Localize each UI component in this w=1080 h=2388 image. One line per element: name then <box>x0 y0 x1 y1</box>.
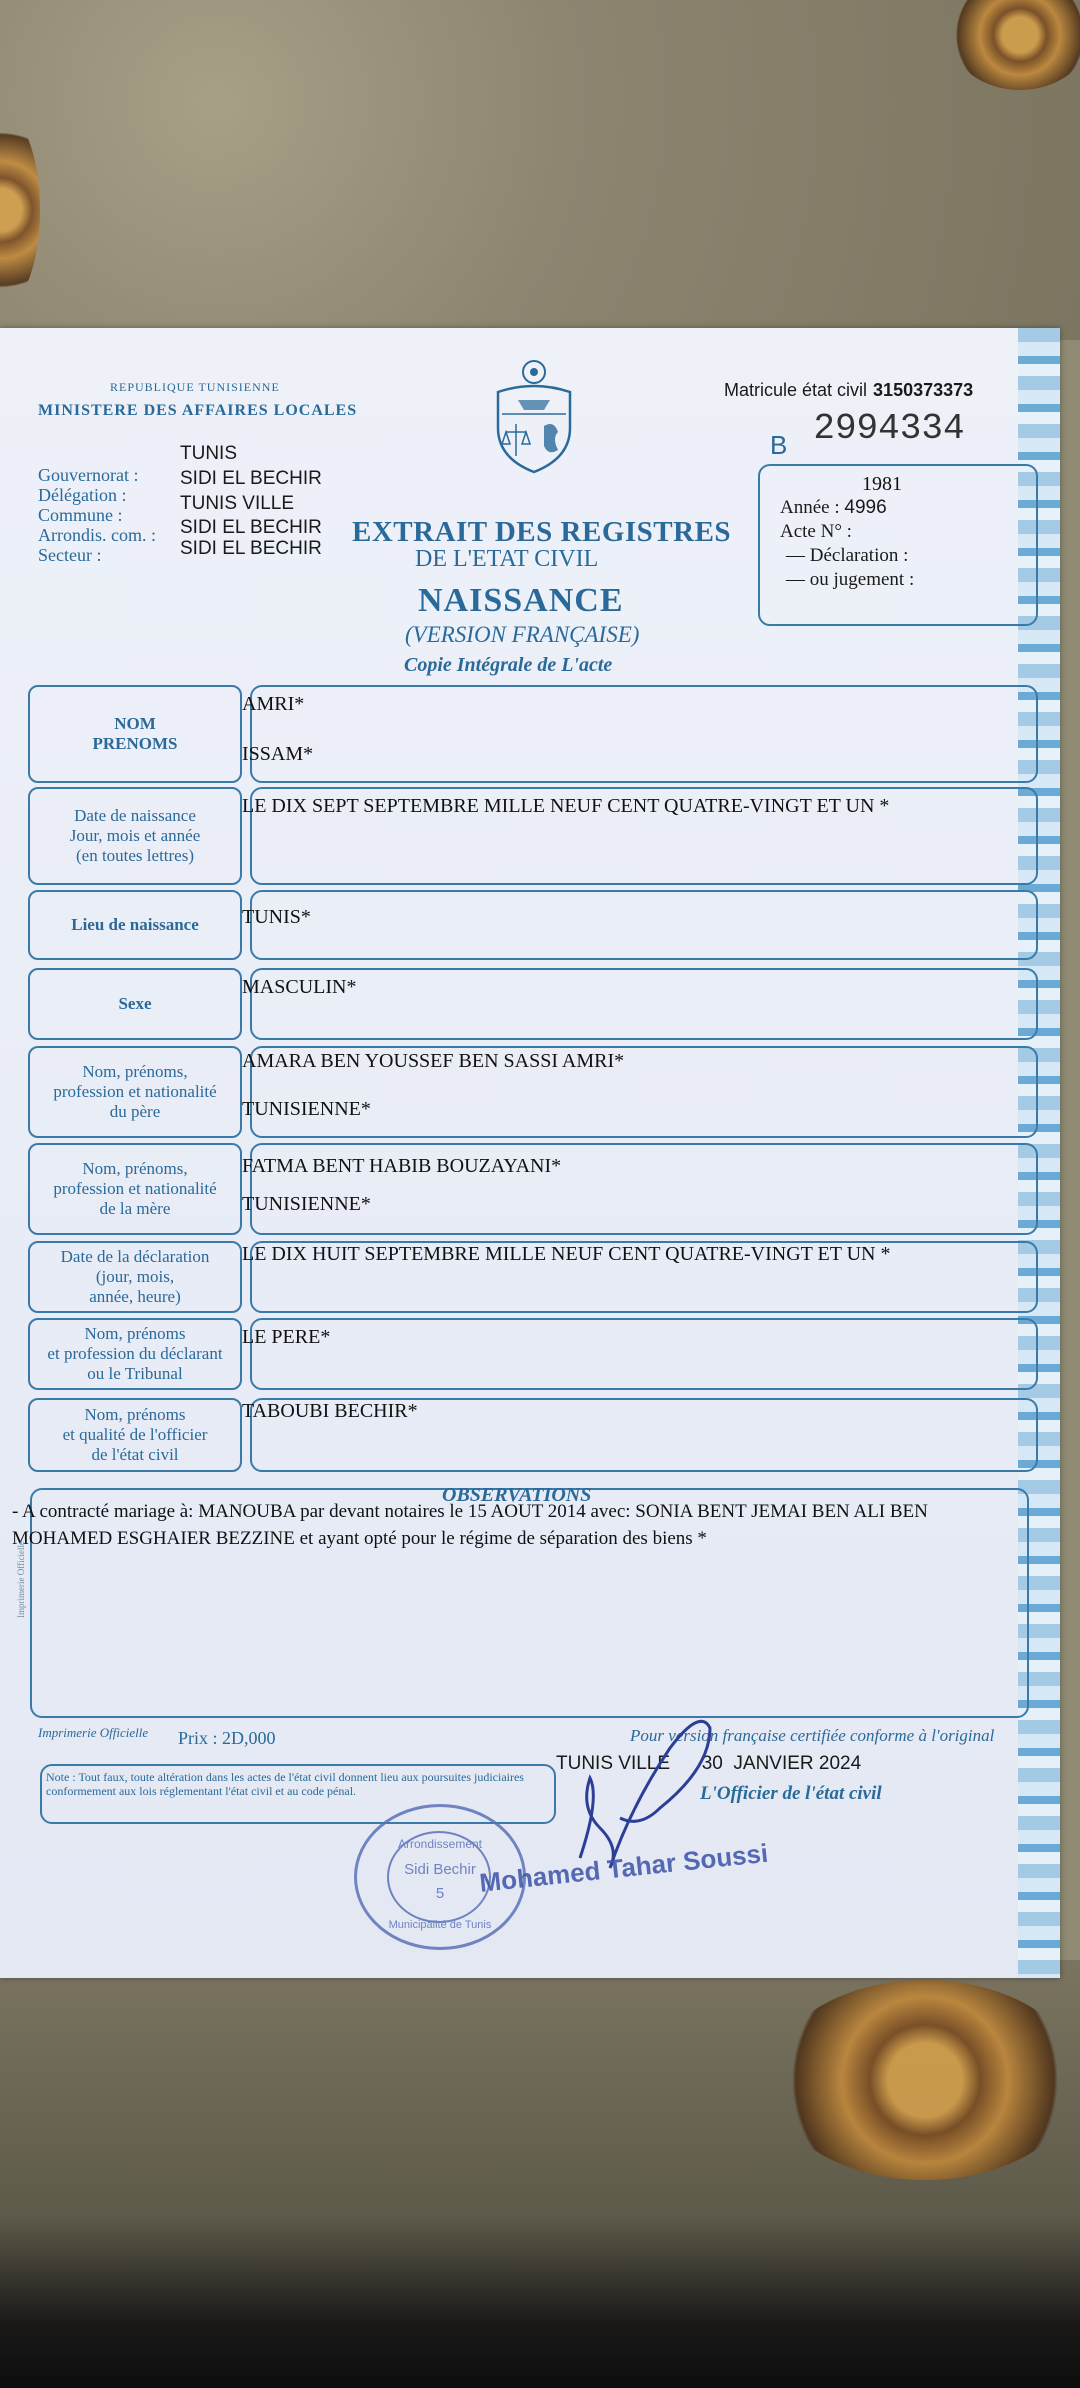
field-declarant: LE PERE* <box>242 1326 331 1348</box>
row-date-naissance <box>28 787 1038 885</box>
observations-title: OBSERVATIONS <box>442 1484 592 1506</box>
row-label: NOM PRENOMS <box>28 685 242 783</box>
officer-title: L'Officier de l'état civil <box>700 1783 882 1804</box>
imprimerie-label: Imprimerie Officielle <box>38 1725 149 1740</box>
field-date-naissance: LE DIX SEPT SEPTEMBRE MILLE NEUF CENT QUATRE-VINGT ET UN * <box>242 795 890 817</box>
observations-text: - A contracté mariage à: MANOUBA par devant notaires le 15 AOUT 2014 avec: SONIA BENT JEMAI BEN ALI BEN MOHAMED ESGHAIER BEZZINE et ayant opté pour le régime de séparation des biens * <box>12 1501 928 1549</box>
row-label: Sexe <box>28 968 242 1040</box>
document-title: EXTRAIT DES REGISTRES <box>352 516 732 548</box>
official-stamp: Arrondissement Sidi Bechir 5 Municipalité de Tunis <box>354 1804 526 1950</box>
row-declarant <box>28 1318 1038 1390</box>
registry-number: $_B$ 2994334 <box>770 408 965 460</box>
admin-labels: Gouvernorat : Délégation : Commune : Arrondis. com. : Secteur : <box>38 465 156 565</box>
admin-values: TUNIS SIDI EL BECHIR TUNIS VILLE SIDI EL BECHIR SIDI EL BECHIR <box>180 443 322 559</box>
field-pere-nom: AMARA BEN YOUSSEF BEN SASSI AMRI* <box>242 1050 625 1072</box>
row-date-declaration <box>28 1241 1038 1313</box>
printer-side-text: Imprimerie Officielle <box>16 1540 26 1618</box>
field-officier: TABOUBI BECHIR* <box>242 1400 418 1422</box>
row-mere <box>28 1143 1038 1235</box>
matricule: Matricule état civil 3150373373 <box>724 380 974 400</box>
field-mere-nationalite: TUNISIENNE* <box>242 1193 371 1215</box>
row-value-box <box>250 1318 1038 1390</box>
row-label: Date de naissance Jour, mois et année (en toutes lettres) <box>28 787 242 885</box>
row-label: Lieu de naissance <box>28 890 242 960</box>
price-label: Prix : 2D,000 <box>178 1728 276 1748</box>
field-sexe: MASCULIN* <box>242 976 357 998</box>
row-label: Nom, prénoms, profession et nationalité de la mère <box>28 1143 242 1235</box>
birth-certificate-document <box>0 328 1060 1978</box>
row-label: Nom, prénoms et qualité de l'officier de l'état civil <box>28 1398 242 1472</box>
row-label: Nom, prénoms et profession du déclarant ou le Tribunal <box>28 1318 242 1390</box>
document-type: NAISSANCE <box>418 582 624 619</box>
row-sexe <box>28 968 1038 1040</box>
signature-name: Mohamed Tahar Soussi <box>478 1837 770 1898</box>
row-pere <box>28 1046 1038 1138</box>
row-value-box <box>250 890 1038 960</box>
field-mere-nom: FATMA BENT HABIB BOUZAYANI* <box>242 1155 562 1177</box>
place-date: TUNIS VILLE 30 JANVIER 2024 <box>556 1753 862 1774</box>
republique-text: REPUBLIQUE TUNISIENNE <box>110 380 280 394</box>
background-top <box>0 0 1080 340</box>
field-prenom: ISSAM* <box>242 743 314 765</box>
row-lieu-naissance <box>28 890 1038 960</box>
coat-of-arms-icon <box>488 358 580 476</box>
row-value-box <box>250 968 1038 1040</box>
legal-note: Note : Tout faux, toute altération dans les actes de l'état civil donnent lieu aux poursuites judiciaires conformement aux lois réglementant l'état civil et au code pénal. <box>46 1770 524 1798</box>
field-lieu: TUNIS* <box>242 906 311 928</box>
row-officier <box>28 1398 1038 1472</box>
document-version: (VERSION FRANÇAISE) <box>405 622 640 647</box>
certification-text: Pour version française certifiée conforme à l'original <box>630 1726 995 1745</box>
row-nom-prenoms <box>28 685 1038 783</box>
document-copie: Copie Intégrale de L'acte <box>404 654 613 676</box>
row-label: Nom, prénoms, profession et nationalité du père <box>28 1046 242 1138</box>
ministere-text: MINISTERE DES AFFAIRES LOCALES <box>38 402 358 419</box>
field-nom: AMRI* <box>242 693 305 715</box>
field-pere-nationalite: TUNISIENNE* <box>242 1098 371 1120</box>
acte-details: 1981 Année : 4996 Acte N° : — Déclaration : — ou jugement : <box>780 473 915 590</box>
row-label: Date de la déclaration (jour, mois, année, heure) <box>28 1241 242 1313</box>
field-date-declaration: LE DIX HUIT SEPTEMBRE MILLE NEUF CENT QUATRE-VINGT ET UN * <box>242 1243 891 1265</box>
decor-flower <box>770 1980 1080 2180</box>
row-value-box <box>250 685 1038 783</box>
document-subtitle: DE L'ETAT CIVIL <box>415 546 599 572</box>
